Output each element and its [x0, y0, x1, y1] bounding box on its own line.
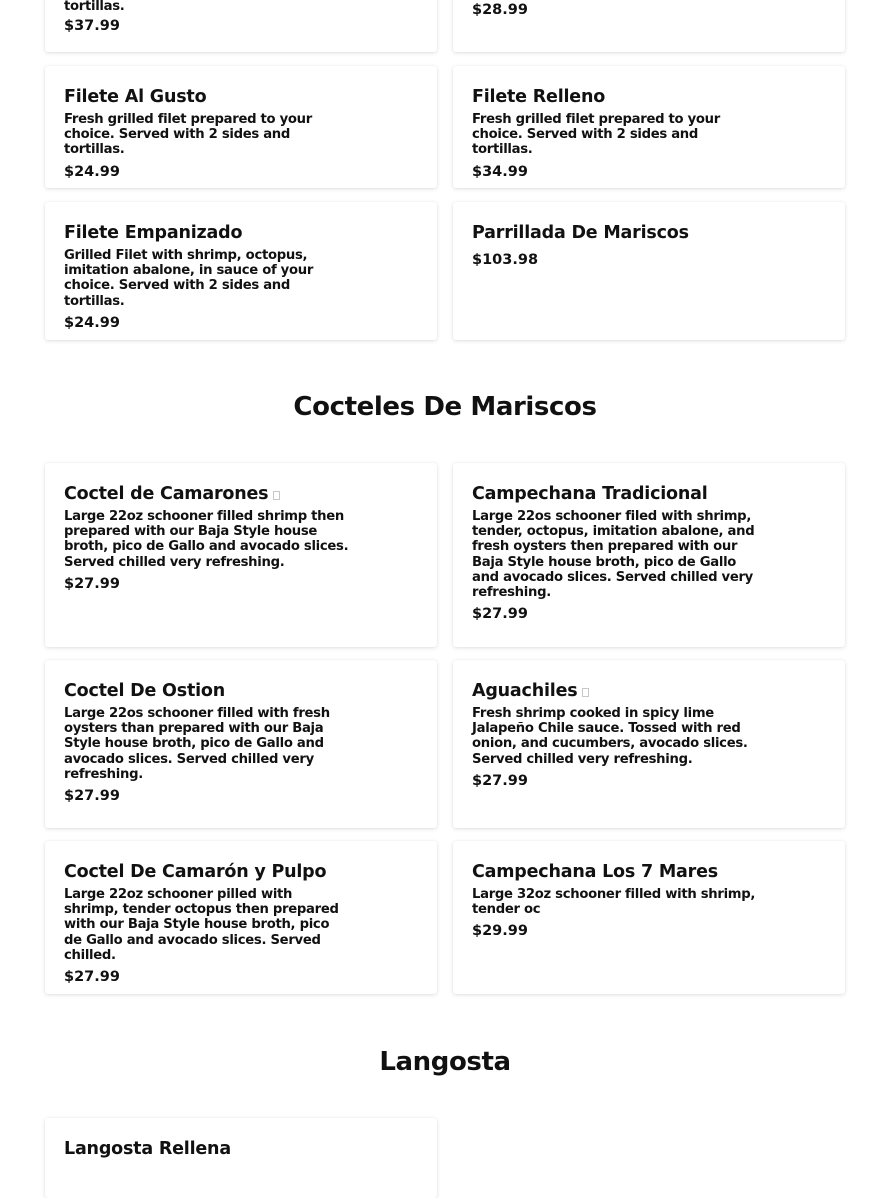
menu-item-card[interactable]: [453, 202, 845, 340]
item-name: Parrillada De Mariscos: [472, 223, 689, 243]
item-name: Coctel De Ostion: [64, 681, 225, 701]
item-price: $29.99: [472, 923, 528, 940]
item-name: Campechana Tradicional: [472, 484, 708, 504]
menu-item-card[interactable]: [453, 463, 845, 647]
item-description: Grilled Filet with shrimp, octopus, imitation abalone, in sauce of your choice. Served with 2 sides and tortillas.: [64, 248, 314, 309]
item-description: tortillas.: [64, 0, 125, 14]
item-price: $37.99: [64, 18, 120, 34]
item-description: Large 22oz schooner filled shrimp then prepared with our Baja Style house broth, pico de Gallo and avocado slices. Served chilled very refreshing.: [64, 509, 349, 570]
item-price: $27.99: [64, 969, 120, 986]
item-price: $27.99: [64, 788, 120, 805]
section-title-cocteles: Cocteles De Mariscos: [293, 392, 597, 422]
item-name: Coctel De Camarón y Pulpo: [64, 862, 327, 882]
item-name: Filete Relleno: [472, 87, 606, 107]
item-price: $24.99: [64, 163, 120, 180]
image-placeholder-icon: [582, 688, 589, 697]
item-price: $24.99: [64, 314, 120, 331]
item-price: $27.99: [472, 606, 528, 623]
item-description: Large 32oz schooner filled with shrimp, tender oc: [472, 887, 756, 918]
item-name: Aguachiles: [472, 681, 578, 701]
item-description: Fresh grilled filet prepared to your choice. Served with 2 sides and tortillas.: [64, 112, 312, 158]
item-description: Fresh shrimp cooked in spicy lime Jalapeño Chile sauce. Tossed with red onion, and cucumbers, avocado slices. Served chilled very refreshing.: [472, 706, 748, 767]
item-price: $27.99: [472, 772, 528, 789]
menu-item-card[interactable]: [45, 1118, 437, 1198]
menu-item-card[interactable]: [453, 660, 845, 828]
menu-item-card[interactable]: [45, 0, 437, 52]
item-price: $27.99: [64, 575, 120, 592]
image-placeholder-icon: [273, 491, 280, 500]
item-name: Filete Empanizado: [64, 223, 243, 243]
item-name: Langosta Rellena: [64, 1139, 231, 1159]
item-description: Large 22os schooner filed with shrimp, tender, octopus, imitation abalone, and fresh oysters then prepared with our Baja Style house broth, pico de Gallo and avocado slices. Served chilled very refreshing.: [472, 509, 755, 601]
item-price: $34.99: [472, 163, 528, 180]
item-name: Campechana Los 7 Mares: [472, 862, 718, 882]
item-price: $103.98: [472, 252, 539, 268]
menu-item-card[interactable]: [453, 841, 845, 994]
item-price: $28.99: [472, 2, 528, 18]
item-name: Coctel de Camarones: [64, 484, 269, 504]
menu-item-card[interactable]: [453, 66, 845, 188]
item-name: Filete Al Gusto: [64, 87, 207, 107]
menu-item-card[interactable]: [45, 660, 437, 828]
item-description: Fresh grilled filet prepared to your choice. Served with 2 sides and tortillas.: [472, 112, 720, 158]
item-description: Large 22os schooner filled with fresh oysters than prepared with our Baja Style house broth, pico de Gallo and avocado slices. Served chilled very refreshing.: [64, 706, 330, 782]
menu-item-card[interactable]: [45, 463, 437, 647]
menu-item-card[interactable]: [45, 202, 437, 340]
menu-item-card[interactable]: [45, 841, 437, 994]
menu-item-card[interactable]: [453, 0, 845, 52]
section-title-langosta: Langosta: [379, 1047, 511, 1077]
menu-item-card[interactable]: [45, 66, 437, 188]
item-description: Large 22oz schooner pilled with shrimp, tender octopus then prepared with our Baja Style house broth, pico de Gallo and avocado slices. Served chilled.: [64, 887, 339, 963]
